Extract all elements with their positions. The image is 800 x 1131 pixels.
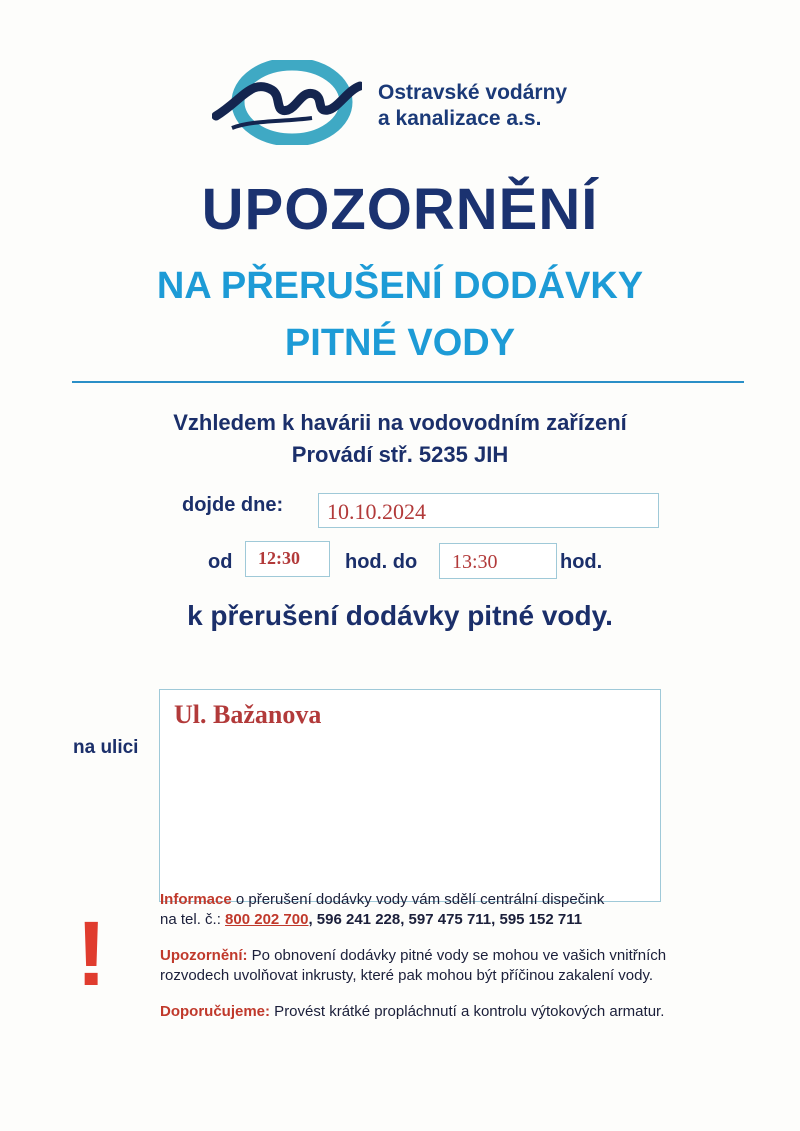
info-paragraph [160,890,604,930]
date-field[interactable]: 10.10.2024 [318,493,659,528]
from-time-field[interactable]: 12:30 [245,541,330,577]
to-label: hod. do [345,551,418,573]
street-label: na ulici [73,737,139,758]
phone-prefix: na tel. č.: [160,911,226,928]
performer-text: Provádí stř. 5235 JIH [291,442,509,467]
reason-text: Vzhledem k havárii na vodovodním zařízení [173,410,627,435]
phone-others: , 596 241 228, 597 475 711, 595 152 711 [308,911,583,928]
exclamation-icon: ! [76,903,107,1005]
info-line1 [160,890,604,910]
interruption-text: k přerušení dodávky pitné vody. [187,600,613,631]
warning-line1 [160,946,666,966]
hour-suffix: hod. [560,551,603,573]
warning-paragraph [160,946,666,986]
info-line2 [160,910,604,930]
company-name-line1: Ostravské vodárny [378,81,568,104]
street-field[interactable] [159,689,661,902]
company-name-line2: a kanalizace a.s. [378,107,542,130]
recommend-text: Provést krátké propláchnutí a kontrolu výtokových armatur. [270,1003,665,1020]
warning-label: Upozornění: [160,947,248,964]
info-text: o přerušení dodávky vody vám sdělí centrální dispečink [231,891,605,908]
divider [72,381,744,383]
recommend-label: Doporučujeme: [160,1003,271,1020]
notice-subtitle-line1: NA PŘERUŠENÍ DODÁVKY [156,265,644,307]
info-label: Informace [160,891,232,908]
company-logo-icon [212,60,362,145]
notice-title: UPOZORNĚNÍ [201,177,599,242]
street-value: Ul. Bažanova [174,700,322,729]
date-label: dojde dne: [182,494,284,516]
recommend-paragraph [160,1002,664,1022]
warning-text-line2: rozvodech uvolňovat inkrusty, které pak mohou být příčinou zakalení vody. [160,967,654,984]
warning-text-line1: Po obnovení dodávky pitné vody se mohou ve vašich vnitřních [247,947,667,964]
from-label: od [208,551,233,573]
notice-subtitle-line2: PITNÉ VODY [284,322,516,364]
company-name [378,80,567,132]
to-time-field[interactable]: 13:30 [439,543,557,579]
phone-main-link[interactable]: 800 202 700 [225,911,309,928]
